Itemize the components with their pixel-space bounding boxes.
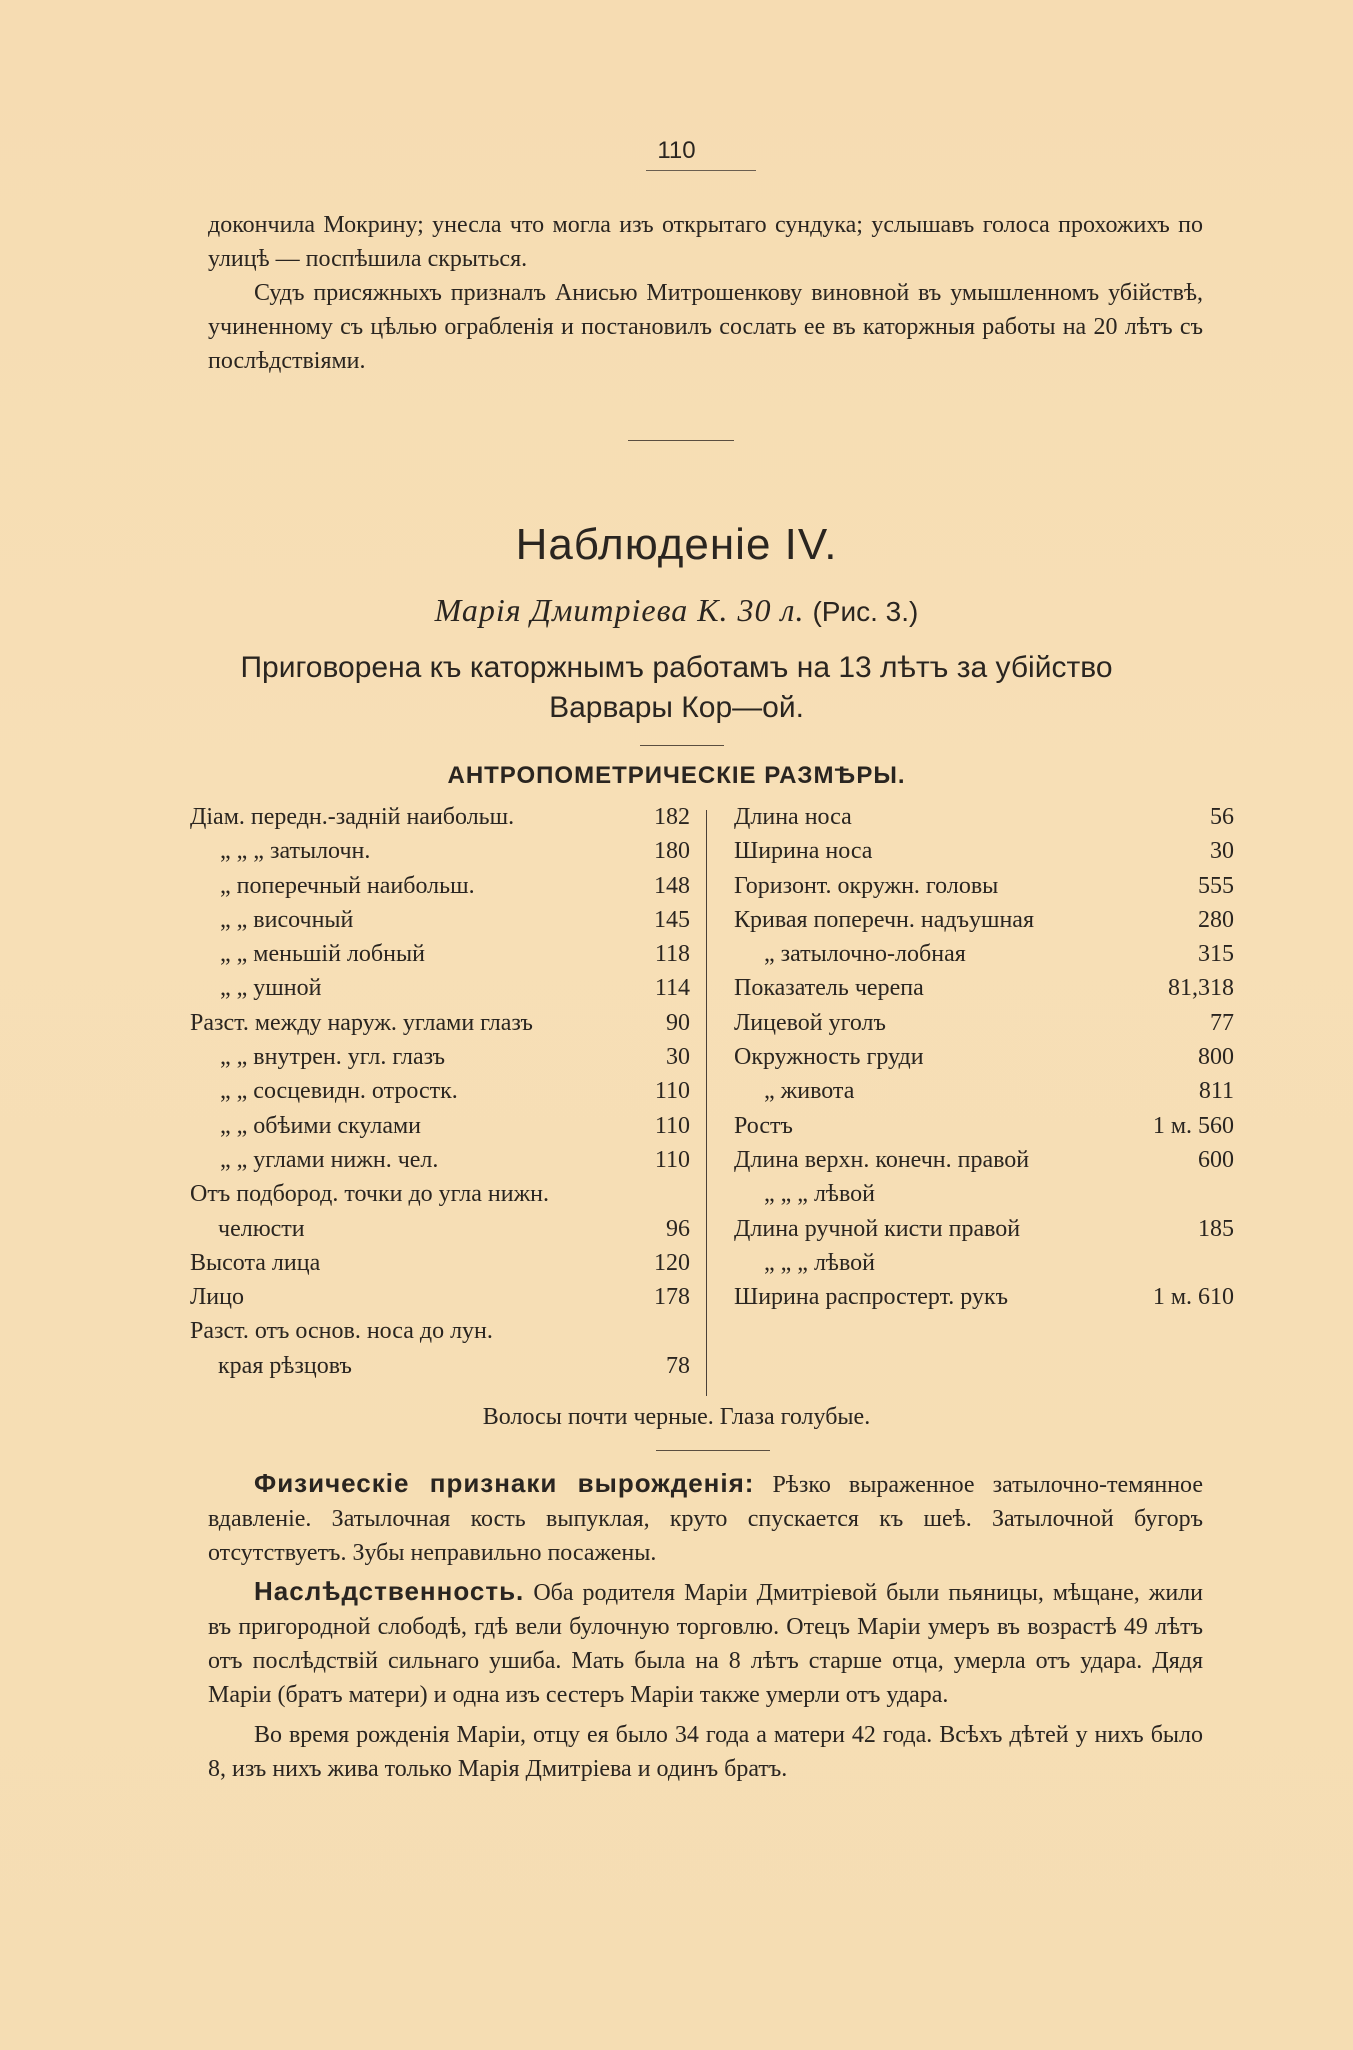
- section-divider-top: [628, 440, 734, 441]
- measurement-label: Ширина носа: [734, 838, 873, 865]
- measurement-row: [190, 971, 690, 1005]
- measurement-label: Окружность груди: [734, 1044, 924, 1071]
- measurement-value: 1 м. 560: [1152, 1112, 1234, 1139]
- measurement-value: 30: [1210, 838, 1234, 865]
- measurement-row: [190, 1280, 690, 1314]
- heredity-heading: Наслѣдственность.: [254, 1576, 525, 1606]
- physical-signs: [208, 1466, 1203, 1786]
- measurement-value: 110: [654, 1146, 690, 1173]
- measurement-value: 555: [1198, 872, 1234, 899]
- measurement-row: [734, 800, 1234, 834]
- measurement-spacer: [321, 971, 654, 1005]
- measurement-value: 600: [1198, 1146, 1234, 1173]
- measurement-row: [734, 1143, 1234, 1177]
- measurement-spacer: [370, 834, 654, 868]
- sentence-text: [0, 648, 1353, 728]
- measurement-value: 96: [666, 1215, 690, 1242]
- measurement-row: [734, 971, 1234, 1005]
- measurement-spacer: [493, 1314, 690, 1348]
- intro-paragraph-2: Судъ присяжныхъ призналъ Анисью Митрошенкову виновной въ умышленномъ убійствѣ, учиненному съ цѣлью ограбленія и постановилъ сослать ее въ каторжныя работы на 20 лѣтъ съ послѣдствіями.: [208, 280, 1203, 374]
- measurement-label: „ „ височный: [220, 906, 354, 933]
- measurement-label: Длина носа: [734, 804, 852, 830]
- measurement-label: „ „ ушной: [220, 975, 322, 1002]
- column-divider: [706, 810, 707, 1396]
- measurement-value: 90: [666, 1009, 690, 1036]
- measurement-row: [190, 1349, 690, 1383]
- measurement-spacer: [438, 1143, 654, 1177]
- measurement-row: [734, 869, 1234, 903]
- measurement-label: Діам. передн.-задній наибольш.: [190, 804, 515, 830]
- subject-name: Марія Дмитріева К. 30 л.: [434, 592, 805, 628]
- measurement-label: „ „ сосцевидн. отростк.: [220, 1078, 458, 1105]
- measurement-label: Разст. отъ основ. носа до лун.: [190, 1318, 493, 1345]
- measurement-value: 800: [1198, 1044, 1234, 1071]
- measurement-spacer: [998, 869, 1198, 903]
- measurement-spacer: [1034, 903, 1198, 937]
- heredity-text: Оба родителя Маріи Дмитріевой были пьяницы, мѣщане, жили въ пригородной слободѣ, гдѣ вели булочную торговлю. Отецъ Маріи умеръ въ возрастѣ 49 лѣтъ отъ послѣдствій сильнаго ушиба. Мать была на 8 лѣтъ старше отца, умерла отъ удара. Дядя Маріи (братъ матери) и одна изъ сестеръ Маріи также умерли отъ удара.: [208, 1580, 1204, 1708]
- measurement-row: [190, 834, 690, 868]
- observation-title: Наблюденіе IV.: [515, 520, 838, 569]
- measurement-spacer: [533, 1006, 666, 1040]
- measurement-row: [734, 1177, 1234, 1211]
- measurement-spacer: [966, 937, 1198, 971]
- measurement-label: Кривая поперечн. надъушная: [734, 906, 1034, 933]
- measurement-value: 178: [654, 1284, 690, 1311]
- measurement-spacer: [793, 1109, 1153, 1143]
- measurement-spacer: [445, 1040, 666, 1074]
- measurement-row: [190, 903, 690, 937]
- measurement-spacer: [305, 1212, 666, 1246]
- measurements-left-column: [190, 800, 690, 1383]
- measurement-label: „ затылочно-лобная: [764, 941, 966, 968]
- measurement-label: Длина ручной кисти правой: [734, 1215, 1021, 1242]
- measurement-value: 110: [654, 1078, 690, 1105]
- section-divider-bottom: [656, 1450, 770, 1451]
- figure-reference: (Рис. 3.): [812, 596, 919, 627]
- measurement-row: [190, 937, 690, 971]
- measurement-label: края рѣзцовъ: [218, 1352, 352, 1379]
- measurement-row: [734, 1040, 1234, 1074]
- measurement-label: Ростъ: [734, 1112, 793, 1139]
- measurement-label: Ширина распростерт. рукъ: [734, 1284, 1009, 1311]
- measurement-label: Показатель черепа: [734, 975, 924, 1002]
- measurement-spacer: [353, 903, 654, 937]
- page-number: 110: [657, 137, 696, 164]
- measurement-label: „ „ внутрен. угл. глазъ: [220, 1044, 446, 1071]
- measurement-value: 118: [654, 941, 690, 968]
- anthropometry-heading: АНТРОПОМЕТРИЧЕСКІЕ РАЗМѢРЫ.: [447, 762, 906, 789]
- measurement-row: [734, 937, 1234, 971]
- measurement-value: 811: [1198, 1078, 1234, 1105]
- sentence-line-2: Варвары Кор—ой.: [549, 691, 804, 724]
- measurement-label: Лицевой уголъ: [734, 1009, 886, 1036]
- measurement-row: [190, 1246, 690, 1280]
- measurement-label: Отъ подбород. точки до угла нижн.: [190, 1181, 550, 1208]
- heredity-paragraph: [208, 1574, 1203, 1712]
- measurement-value: 120: [654, 1249, 690, 1276]
- measurement-value: 315: [1198, 941, 1234, 968]
- section-divider-middle: [640, 745, 724, 746]
- measurement-spacer: [886, 1006, 1210, 1040]
- sentence-line-1: Приговорена къ каторжнымъ работамъ на 13 лѣтъ за убійство: [240, 651, 1113, 684]
- measurement-row: [190, 800, 690, 834]
- measurement-value: 114: [654, 975, 690, 1002]
- page-number-rule: [646, 170, 756, 171]
- measurement-value: 185: [1198, 1215, 1234, 1242]
- measurement-value: 77: [1210, 1009, 1234, 1036]
- measurement-label: „ „ углами нижн. чел.: [220, 1146, 439, 1173]
- measurement-spacer: [875, 1246, 1234, 1280]
- measurement-spacer: [352, 1349, 666, 1383]
- measurement-value: 1 м. 610: [1152, 1284, 1234, 1311]
- measurement-spacer: [425, 937, 655, 971]
- physical-signs-paragraph: [208, 1466, 1203, 1570]
- measurement-row: [734, 1246, 1234, 1280]
- measurement-spacer: [1029, 1143, 1198, 1177]
- measurement-value: 180: [654, 838, 690, 865]
- measurements-right-column: [734, 800, 1234, 1314]
- measurement-label: Разст. между наруж. углами глазъ: [190, 1009, 533, 1036]
- measurement-spacer: [320, 1246, 654, 1280]
- measurement-label: „ „ „ лѣвой: [764, 1249, 875, 1276]
- measurement-row: [190, 1006, 690, 1040]
- intro-text: [208, 208, 1203, 378]
- measurement-row: [190, 1314, 690, 1348]
- measurement-spacer: [1008, 1280, 1153, 1314]
- measurement-row: [190, 1177, 690, 1211]
- measurement-row: [734, 1280, 1234, 1314]
- intro-paragraph-1: докончила Мокрину; унесла что могла изъ открытаго сундука; услышавъ голоса прохожихъ по улицѣ — поспѣшила скрыться.: [208, 212, 1203, 272]
- measurement-value: 78: [666, 1352, 690, 1379]
- measurement-value: 56: [1210, 804, 1234, 830]
- measurement-value: 81,318: [1168, 975, 1234, 1002]
- hair-eyes-note: Волосы почти черные. Глаза голубые.: [482, 1404, 871, 1430]
- measurement-label: челюсти: [218, 1215, 305, 1242]
- measurement-spacer: [875, 1177, 1234, 1211]
- measurement-spacer: [924, 1040, 1198, 1074]
- measurement-label: „ живота: [764, 1078, 855, 1105]
- heredity-paragraph-2: Во время рожденія Маріи, отцу ея было 34 года а матери 42 года. Всѣхъ дѣтей у нихъ было 8, изъ нихъ жива только Марія Дмитріева и одинъ братъ.: [208, 1722, 1203, 1782]
- measurement-row: [734, 834, 1234, 868]
- measurement-spacer: [872, 834, 1210, 868]
- measurement-row: [190, 1143, 690, 1177]
- measurement-spacer: [514, 800, 654, 834]
- measurement-row: [734, 1109, 1234, 1143]
- measurement-label: Горизонт. окружн. головы: [734, 872, 999, 899]
- measurement-spacer: [854, 1074, 1199, 1108]
- measurement-spacer: [549, 1177, 690, 1211]
- measurement-spacer: [924, 971, 1168, 1005]
- measurement-value: 145: [654, 906, 690, 933]
- measurement-row: [734, 1006, 1234, 1040]
- measurement-label: „ поперечный наибольш.: [220, 872, 475, 899]
- measurement-row: [734, 1074, 1234, 1108]
- measurement-label: „ „ меньшій лобный: [220, 941, 425, 968]
- measurement-value: 148: [654, 872, 690, 899]
- measurement-row: [190, 1212, 690, 1246]
- measurement-row: [190, 869, 690, 903]
- measurement-row: [190, 1040, 690, 1074]
- physical-signs-heading: Физическіе признаки вырожденія:: [254, 1468, 755, 1498]
- observation-subtitle: [0, 592, 1353, 629]
- measurement-label: „ „ обѣими скулами: [220, 1112, 421, 1139]
- measurement-row: [734, 903, 1234, 937]
- measurement-label: Длина верхн. конечн. правой: [734, 1146, 1030, 1173]
- measurement-spacer: [1020, 1212, 1198, 1246]
- measurement-label: Высота лица: [190, 1249, 321, 1276]
- measurement-row: [190, 1109, 690, 1143]
- measurement-row: [734, 1212, 1234, 1246]
- measurement-spacer: [244, 1280, 654, 1314]
- measurement-spacer: [475, 869, 654, 903]
- measurement-value: 182: [654, 804, 690, 830]
- measurement-row: [190, 1074, 690, 1108]
- measurement-label: Лицо: [190, 1284, 244, 1311]
- measurement-spacer: [421, 1109, 655, 1143]
- measurement-value: 30: [666, 1044, 690, 1071]
- measurement-label: „ „ „ затылочн.: [220, 838, 371, 865]
- measurement-spacer: [852, 800, 1210, 834]
- measurement-value: 280: [1198, 906, 1234, 933]
- physical-signs-text: Рѣзко выраженное затылочно-темянное вдавленіе. Затылочная кость выпуклая, круто спускается къ шеѣ. Затылочной бугоръ отсутствуетъ. Зубы неправильно посажены.: [208, 1472, 1203, 1566]
- measurement-label: „ „ „ лѣвой: [764, 1181, 875, 1208]
- measurement-value: 110: [654, 1112, 690, 1139]
- measurement-spacer: [458, 1074, 655, 1108]
